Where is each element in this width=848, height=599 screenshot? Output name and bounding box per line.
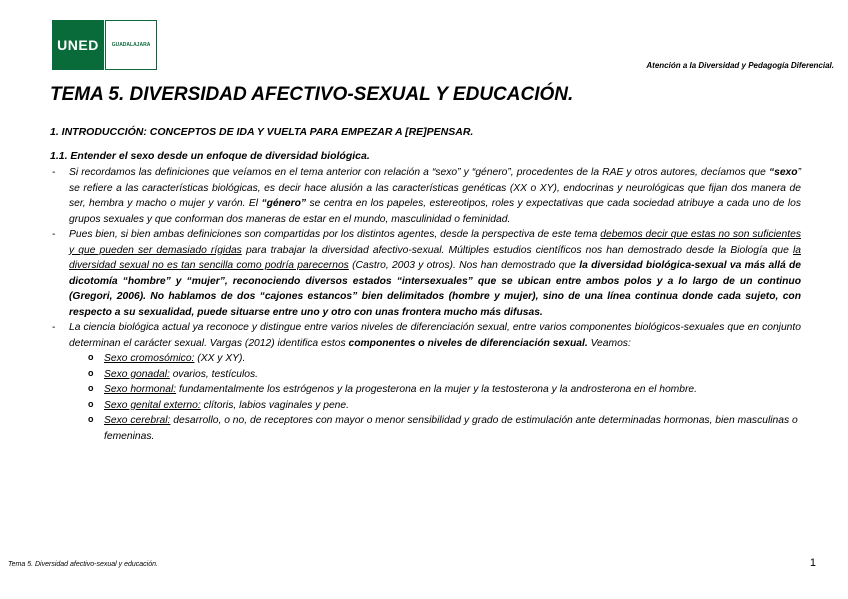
- component-desc: clítoris, labios vaginales y pene.: [200, 399, 349, 411]
- section-heading-1-1: 1.1. Entender el sexo desde un enfoque de diversidad biológica.: [50, 150, 370, 162]
- paragraph-2: [69, 227, 801, 320]
- section-heading-1: 1. INTRODUCCIÓN: CONCEPTOS DE IDA Y VUELTA PARA EMPEZAR A [RE]PENSAR.: [50, 126, 474, 138]
- p1-text-1: Si recordamos las definiciones que veíamos en el tema anterior con relación a “sexo” y “género”, procedentes de la RAE y otros autores, decíamos que: [69, 167, 769, 178]
- p2-underline-2: la diversidad sexual no es tan sencilla como podría parecernos: [69, 244, 801, 271]
- list-item: [69, 382, 801, 398]
- footer-title: Tema 5. Diversidad afectivo-sexual y educación.: [8, 561, 158, 568]
- page-number: 1: [809, 557, 816, 569]
- header-subject: Atención a la Diversidad y Pedagogía Diferencial.: [646, 61, 834, 70]
- p3-bold-1: componentes o niveles de diferenciación sexual.: [348, 337, 588, 349]
- list-item: [69, 413, 801, 444]
- component-term: Sexo hormonal:: [104, 384, 177, 395]
- p3-text-1: La ciencia biológica actual ya reconoce y distingue entre varios niveles de diferenciación sexual, entre varios componentes biológicos-sexuales que en conjunto determinan el carácter sexual. Vargas (2012) identifica estos: [69, 322, 801, 349]
- p1-bold-sexo: “sexo: [768, 167, 798, 178]
- page-title: TEMA 5. DIVERSIDAD AFECTIVO-SEXUAL Y EDUCACIÓN.: [50, 84, 574, 105]
- p2-text-1: Pues bien, si bien ambas definiciones son compartidas por los distintos agentes, desde la perspectiva de este tema: [69, 229, 601, 240]
- list-item: [69, 351, 801, 367]
- logo-uned-mark: UNED: [52, 20, 104, 70]
- component-term: Sexo cerebral:: [104, 415, 171, 426]
- component-desc: desarrollo, o no, de receptores con mayor o menor sensibilidad y grado de estimulación ante determinadas hormonas, bien masculinas o femeninas.: [104, 415, 798, 442]
- component-desc: ovarios, testículos.: [169, 368, 258, 380]
- component-term: Sexo cromosómico:: [104, 353, 195, 364]
- paragraph-3: [69, 320, 801, 351]
- p3-text-2: Veamos:: [587, 337, 631, 349]
- logo-center-name: GUADALAJARA: [105, 20, 157, 70]
- paragraph-1: [69, 165, 801, 227]
- p2-bold-1: la diversidad biológica-sexual va más allá de dicotomía “hombre” y “mujer”, reconociendo diversos estados “intersexuales” que se ubican entre ambos polos y a lo largo de un continuo (Gregori, 2006). No hablamos de dos “cajones estancos” bien delimitados (hombre y mujer), sino de una línea continua donde cada sujeto, con respecto a su sexualidad, puede situarse entre uno y otro con unas frontera mucho más difusas.: [69, 260, 801, 318]
- components-list: [69, 351, 801, 444]
- list-item: [69, 367, 801, 383]
- p1-text-2: ” se refiere a las características biológicas, es decir hace alusión a las características genéticas (XX o XY), endocrinas y neurológicas que fijan dos manera de ser, hembra y macho o mujer y varón. El: [69, 167, 801, 209]
- p2-text-2: para trabajar la diversidad afectivo-sexual. Múltiples estudios científicos nos han demostrado desde la Biología que: [241, 244, 793, 256]
- component-term: Sexo gonadal:: [104, 368, 170, 380]
- component-term: Sexo genital externo:: [104, 399, 201, 411]
- p1-text-3: se centra en los papeles, estereotipos, roles y expectativas que cada sociedad atribuye a cada uno de los grupos sexuales y que conforman dos maneras de estar en el mundo, masculinidad o feminidad.: [69, 198, 801, 225]
- uned-logo: [52, 20, 157, 70]
- p2-underline-1: debemos decir que estas no son suficientes y que pueden ser demasiado rígidas: [69, 229, 801, 256]
- document-body: [69, 165, 801, 444]
- component-desc: fundamentalmente los estrógenos y la progesterona en la mujer y la testosterona y la androsterona en el hombre.: [176, 384, 697, 395]
- list-item: [69, 398, 801, 414]
- component-desc: (XX y XY).: [194, 353, 246, 364]
- p2-text-3: (Castro, 2003 y otros). Nos han demostrado que: [348, 260, 580, 271]
- p1-bold-genero: “género”: [261, 198, 307, 209]
